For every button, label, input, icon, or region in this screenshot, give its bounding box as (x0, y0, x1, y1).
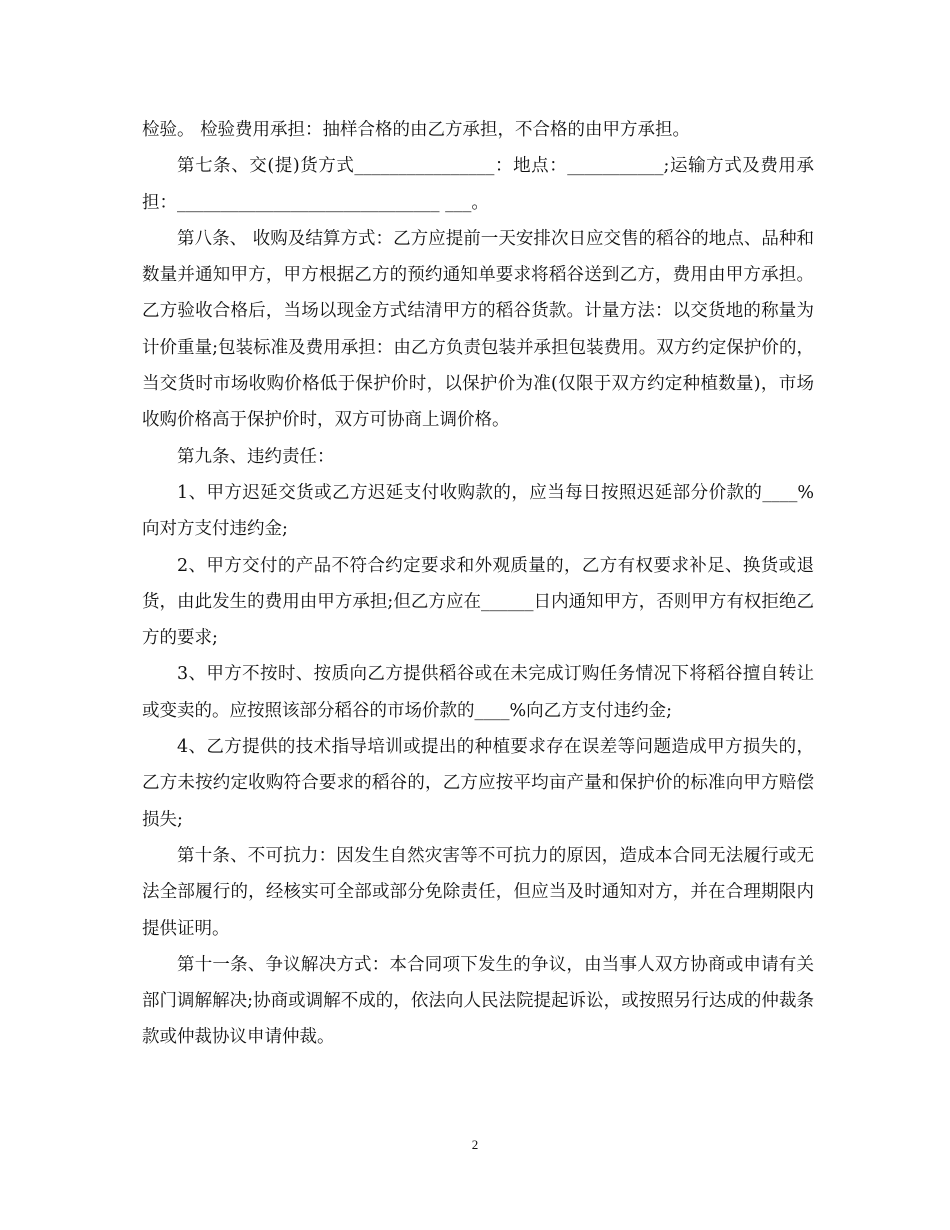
paragraph-article-10-force-majeure: 第十条、不可抗力：因发生自然灾害等不可抗力的原因，造成本合同无法履行或无法全部履行的，经核实可全部或部分免除责任，但应当及时通知对方，并在合理期限内提供证明。 (142, 845, 814, 939)
paragraph-article-11-dispute: 第十一条、争议解决方式：本合同项下发生的争议，由当事人双方协商或申请有关部门调解解决;协商或调解不成的，依法向人民法院提起诉讼，或按照另行达成的仲裁条款或仲裁协议申请仲裁。 (142, 954, 814, 1048)
paragraph-article-9-item-2: 2、甲方交付的产品不符合约定要求和外观质量的，乙方有权要求补足、换货或退货，由此发生的费用由甲方承担;但乙方应在______日内通知甲方，否则甲方有权拒绝乙方的要求; (142, 555, 814, 649)
paragraph-article-9-item-3: 3、甲方不按时、按质向乙方提供稻谷或在未完成订购任务情况下将稻谷擅自转让或变卖的。应按照该部分稻谷的市场价款的____%向乙方支付违约金; (142, 664, 814, 721)
paragraph-article-8-settlement: 第八条、 收购及结算方式：乙方应提前一天安排次日应交售的稻谷的地点、品种和数量并通知甲方，甲方根据乙方的预约通知单要求将稻谷送到乙方，费用由甲方承担。乙方验收合格后，当场以现金方式结清甲方的稻谷货款。计量方法：以交货地的称量为计价重量;包装标准及费用承担：由乙方负责包装并承担包装费用。双方约定保护价的，当交货时市场收购价格低于保护价时，以保护价为准(仅限于双方约定种植数量)，市场收购价格高于保护价时，双方可协商上调价格。 (142, 228, 814, 431)
paragraph-article-9-item-1: 1、甲方迟延交货或乙方迟延支付收购款的，应当每日按照迟延部分价款的____%向对方支付违约金; (142, 482, 814, 540)
paragraph-inspection-fee: 检验。 检验费用承担：抽样合格的由乙方承担，不合格的由甲方承担。 (142, 120, 691, 140)
page-number: 2 (471, 1137, 479, 1152)
paragraph-article-9-item-4: 4、乙方提供的技术指导培训或提出的种植要求存在误差等问题造成甲方损失的，乙方未按约定收购符合要求的稻谷的，乙方应按平均亩产量和保护价的标准向甲方赔偿损失; (142, 737, 814, 830)
paragraph-article-9-heading: 第九条、违约责任： (177, 446, 335, 467)
document-body (142, 112, 814, 1056)
paragraph-article-7-delivery: 第七条、交(提)货方式________________：地点：___________;运输方式及费用承担：______________________________ ___。 (142, 156, 814, 213)
